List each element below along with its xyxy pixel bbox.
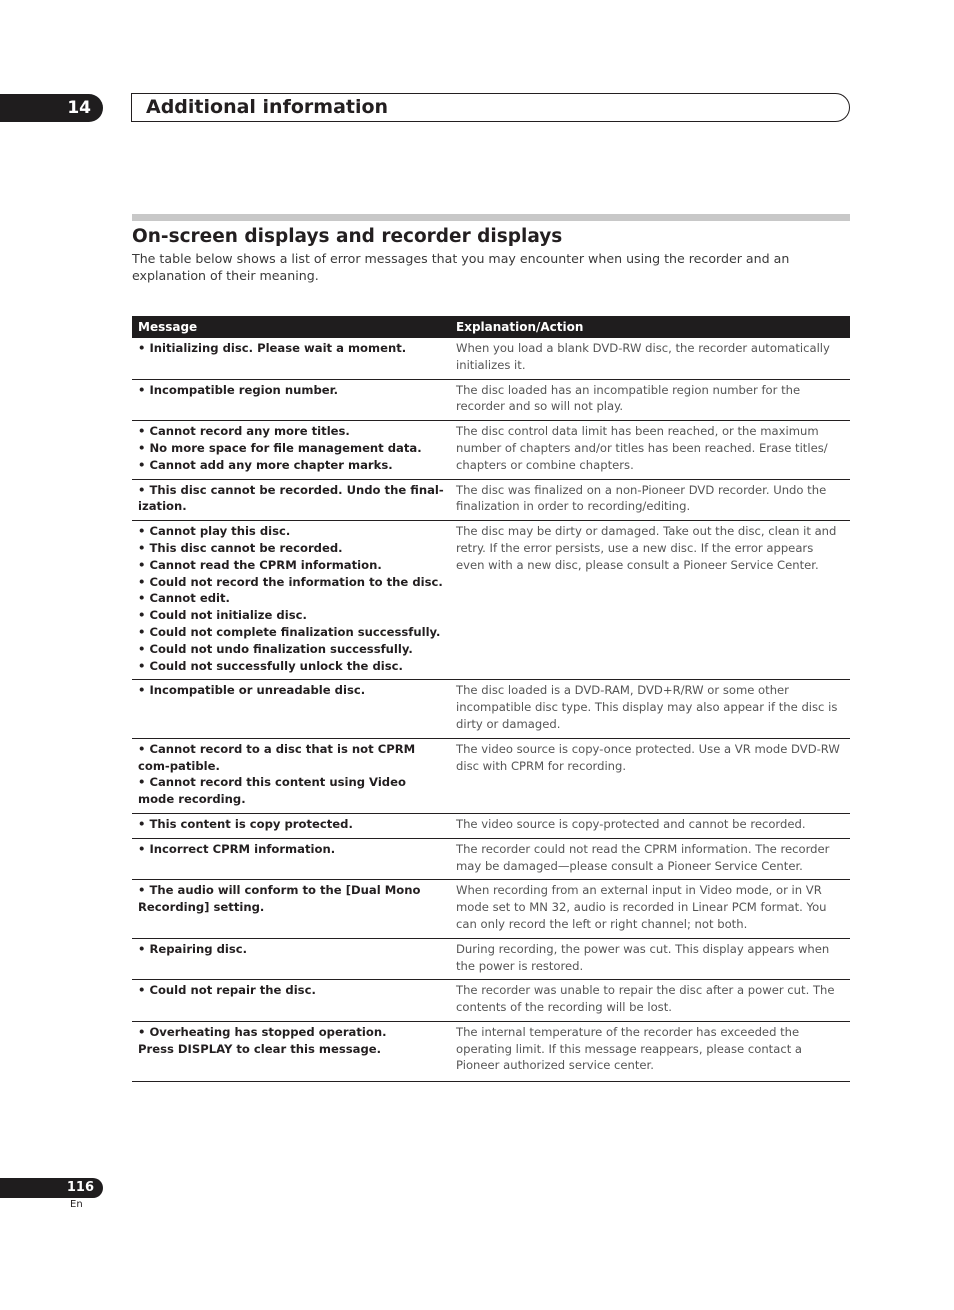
table-row <box>132 421 850 479</box>
table-row <box>132 938 850 980</box>
column-header-explanation: Explanation/Action <box>450 316 850 338</box>
error-message: • This content is copy protected. <box>138 816 353 831</box>
message-cell <box>132 880 450 938</box>
table-row <box>132 980 850 1022</box>
table-row <box>132 479 850 521</box>
table-row <box>132 379 850 421</box>
message-cell <box>132 813 450 838</box>
chapter-title: Additional information <box>146 96 389 118</box>
explanation-cell: The recorder could not read the CPRM information. The recorder may be damaged—please consult a Pioneer Service Center. <box>450 838 850 880</box>
table-row <box>132 338 850 379</box>
chapter-number-tab <box>0 94 103 122</box>
explanation-cell: When recording from an external input in Video mode, or in VR mode set to MN 32, audio is recorded in Linear PCM format. You can only record the left or right channel; not both. <box>450 880 850 938</box>
explanation-cell: The internal temperature of the recorder has exceeded the operating limit. If this message reappears, please contact a Pioneer authorized service center. <box>450 1021 850 1081</box>
error-message: • Could not repair the disc. <box>138 983 316 998</box>
error-message: • Cannot play this disc. <box>138 524 291 539</box>
explanation-cell: The video source is copy-once protected. Use a VR mode DVD-RW disc with CPRM for recording. <box>450 738 850 813</box>
message-cell <box>132 338 450 379</box>
explanation-cell: When you load a blank DVD-RW disc, the recorder automatically initializes it. <box>450 338 850 379</box>
error-message: • The audio will conform to the [Dual Mono Recording] setting. <box>138 883 421 915</box>
table-row <box>132 521 850 680</box>
error-messages-table <box>132 316 850 1082</box>
explanation-cell: The disc may be dirty or damaged. Take out the disc, clean it and retry. If the error persists, use a new disc. If the error appears even with a new disc, please consult a Pioneer Service Center. <box>450 521 850 680</box>
message-cell <box>132 738 450 813</box>
message-cell <box>132 1021 450 1081</box>
error-message: • Incorrect CPRM information. <box>138 841 336 856</box>
message-cell <box>132 521 450 680</box>
table-row <box>132 680 850 738</box>
table-row <box>132 880 850 938</box>
error-message: • Cannot record this content using Video mode recording. <box>138 775 406 807</box>
error-message: • Could not successfully unlock the disc. <box>138 658 403 673</box>
table-row <box>132 838 850 880</box>
table-row <box>132 813 850 838</box>
error-message: • Cannot record any more titles. <box>138 424 350 439</box>
page-number: 116 <box>66 1180 94 1195</box>
chapter-header <box>131 93 850 122</box>
section-intro: The table below shows a list of error messages that you may encounter when using the recorder and an explanation of their meaning. <box>132 251 790 283</box>
error-message: • Cannot edit. <box>138 591 230 606</box>
error-message: • Could not initialize disc. <box>138 608 307 623</box>
column-header-message: Message <box>132 316 450 338</box>
error-message: • This disc cannot be recorded. Undo the final-ization. <box>138 482 444 514</box>
explanation-cell: The recorder was unable to repair the disc after a power cut. The contents of the recording will be lost. <box>450 980 850 1022</box>
page-number-tab <box>0 1178 103 1198</box>
error-message: • Could not record the information to the disc. <box>138 574 443 589</box>
table-body <box>132 338 850 1082</box>
section-title: On-screen displays and recorder displays <box>132 226 563 247</box>
explanation-cell: During recording, the power was cut. This display appears when the power is restored. <box>450 938 850 980</box>
explanation-cell: The disc was finalized on a non-Pioneer DVD recorder. Undo the finalization in order to recording/editing. <box>450 479 850 521</box>
page-language: En <box>70 1199 83 1210</box>
error-message: • Repairing disc. <box>138 941 248 956</box>
chapter-number: 14 <box>67 98 91 118</box>
error-message: • This disc cannot be recorded. <box>138 540 343 555</box>
error-message: • Incompatible region number. <box>138 382 339 397</box>
error-message: • No more space for file management data. <box>138 440 422 455</box>
message-cell <box>132 379 450 421</box>
table-row <box>132 1021 850 1081</box>
message-cell <box>132 838 450 880</box>
message-cell <box>132 421 450 479</box>
error-message: • Incompatible or unreadable disc. <box>138 683 366 698</box>
error-message: Press DISPLAY to clear this message. <box>138 1041 382 1056</box>
explanation-cell: The disc loaded is a DVD-RAM, DVD+R/RW or some other incompatible disc type. This display may also appear if the disc is dirty or damaged. <box>450 680 850 738</box>
error-message: • Could not undo finalization successfully. <box>138 641 413 656</box>
message-cell <box>132 479 450 521</box>
explanation-cell: The disc loaded has an incompatible region number for the recorder and so will not play. <box>450 379 850 421</box>
explanation-cell: The disc control data limit has been reached, or the maximum number of chapters and/or titles has been reached. Erase titles/ chapters or combine chapters. <box>450 421 850 479</box>
table-row <box>132 738 850 813</box>
error-message: • Cannot record to a disc that is not CPRM com-patible. <box>138 741 416 773</box>
message-cell <box>132 680 450 738</box>
table-header-row <box>132 316 850 338</box>
error-message: • Initializing disc. Please wait a moment. <box>138 341 407 355</box>
error-message: • Cannot read the CPRM information. <box>138 557 382 572</box>
error-message: • Overheating has stopped operation. <box>138 1024 387 1039</box>
section-divider <box>132 214 850 221</box>
error-message: • Cannot add any more chapter marks. <box>138 457 393 472</box>
message-cell <box>132 938 450 980</box>
explanation-cell: The video source is copy-protected and cannot be recorded. <box>450 813 850 838</box>
error-message: • Could not complete finalization successfully. <box>138 624 441 639</box>
message-cell <box>132 980 450 1022</box>
